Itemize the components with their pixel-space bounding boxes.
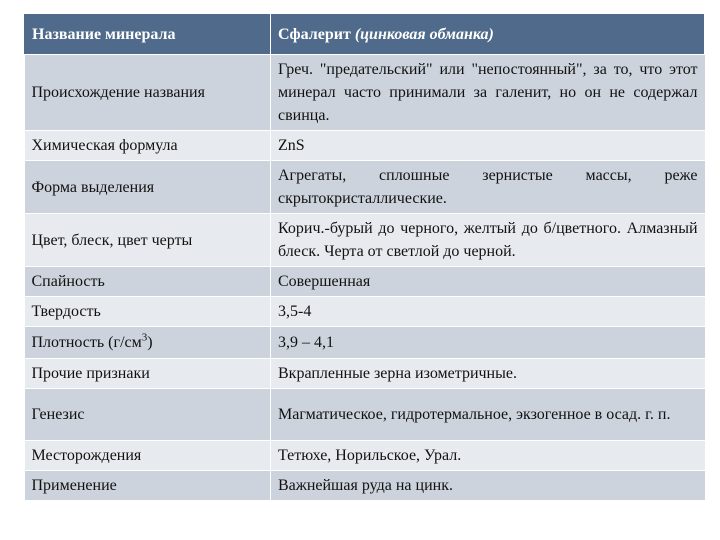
row-label: Генезис [25,389,271,441]
row-label: Твердость [25,297,271,327]
density-label-text: Плотность (г/см [31,334,142,351]
row-label: Цвет, блеск, цвет черты [25,214,271,267]
row-value: ZnS [271,131,705,161]
header-mineral-value [271,14,705,55]
density-label-end: ) [147,334,153,351]
row-label: Химическая формула [25,131,271,161]
density-label-sup: 3 [141,331,148,344]
table-row [25,161,705,214]
table-row [25,359,705,389]
table-row [25,131,705,161]
table-row [25,55,705,131]
table-row [25,441,705,471]
table-header-row [25,14,705,55]
row-value: Магматическое, гидротермальное, экзогенное в осад. г. п. [271,389,705,441]
row-value: Вкрапленные зерна изометричные. [271,359,705,389]
row-value: 3,5-4 [271,297,705,327]
row-value: Важнейшая руда на цинк. [271,471,705,501]
table-row [25,471,705,501]
header-mineral-main: Сфалерит [278,25,351,43]
row-value: Совершенная [271,267,705,297]
table-row [25,297,705,327]
row-value: 3,9 – 4,1 [271,327,705,359]
mineral-table-container [24,14,704,501]
row-value: Тетюхе, Норильское, Урал. [271,441,705,471]
row-label: Применение [25,471,271,501]
mineral-properties-table [24,14,705,501]
row-label: Происхождение названия [25,55,271,131]
table-row [25,214,705,267]
row-value: Корич.-бурый до черного, желтый до б/цветного. Алмазный блеск. Черта от светлой до черной. [271,214,705,267]
row-label: Форма выделения [25,161,271,214]
row-value: Агрегаты, сплошные зернистые массы, реже скрытокристаллические. [271,161,705,214]
table-row [25,267,705,297]
row-label: Спайность [25,267,271,297]
row-label: Прочие признаки [25,359,271,389]
row-label [25,327,271,359]
table-row [25,389,705,441]
header-mineral-name: Название минерала [25,14,271,55]
header-mineral-note: (цинковая обманка) [354,25,494,43]
table-row [25,327,705,359]
row-value: Греч. "предательский" или "непостоянный", за то, что этот минерал часто принимали за галенит, но он не содержал свинца. [271,55,705,131]
row-label: Месторождения [25,441,271,471]
